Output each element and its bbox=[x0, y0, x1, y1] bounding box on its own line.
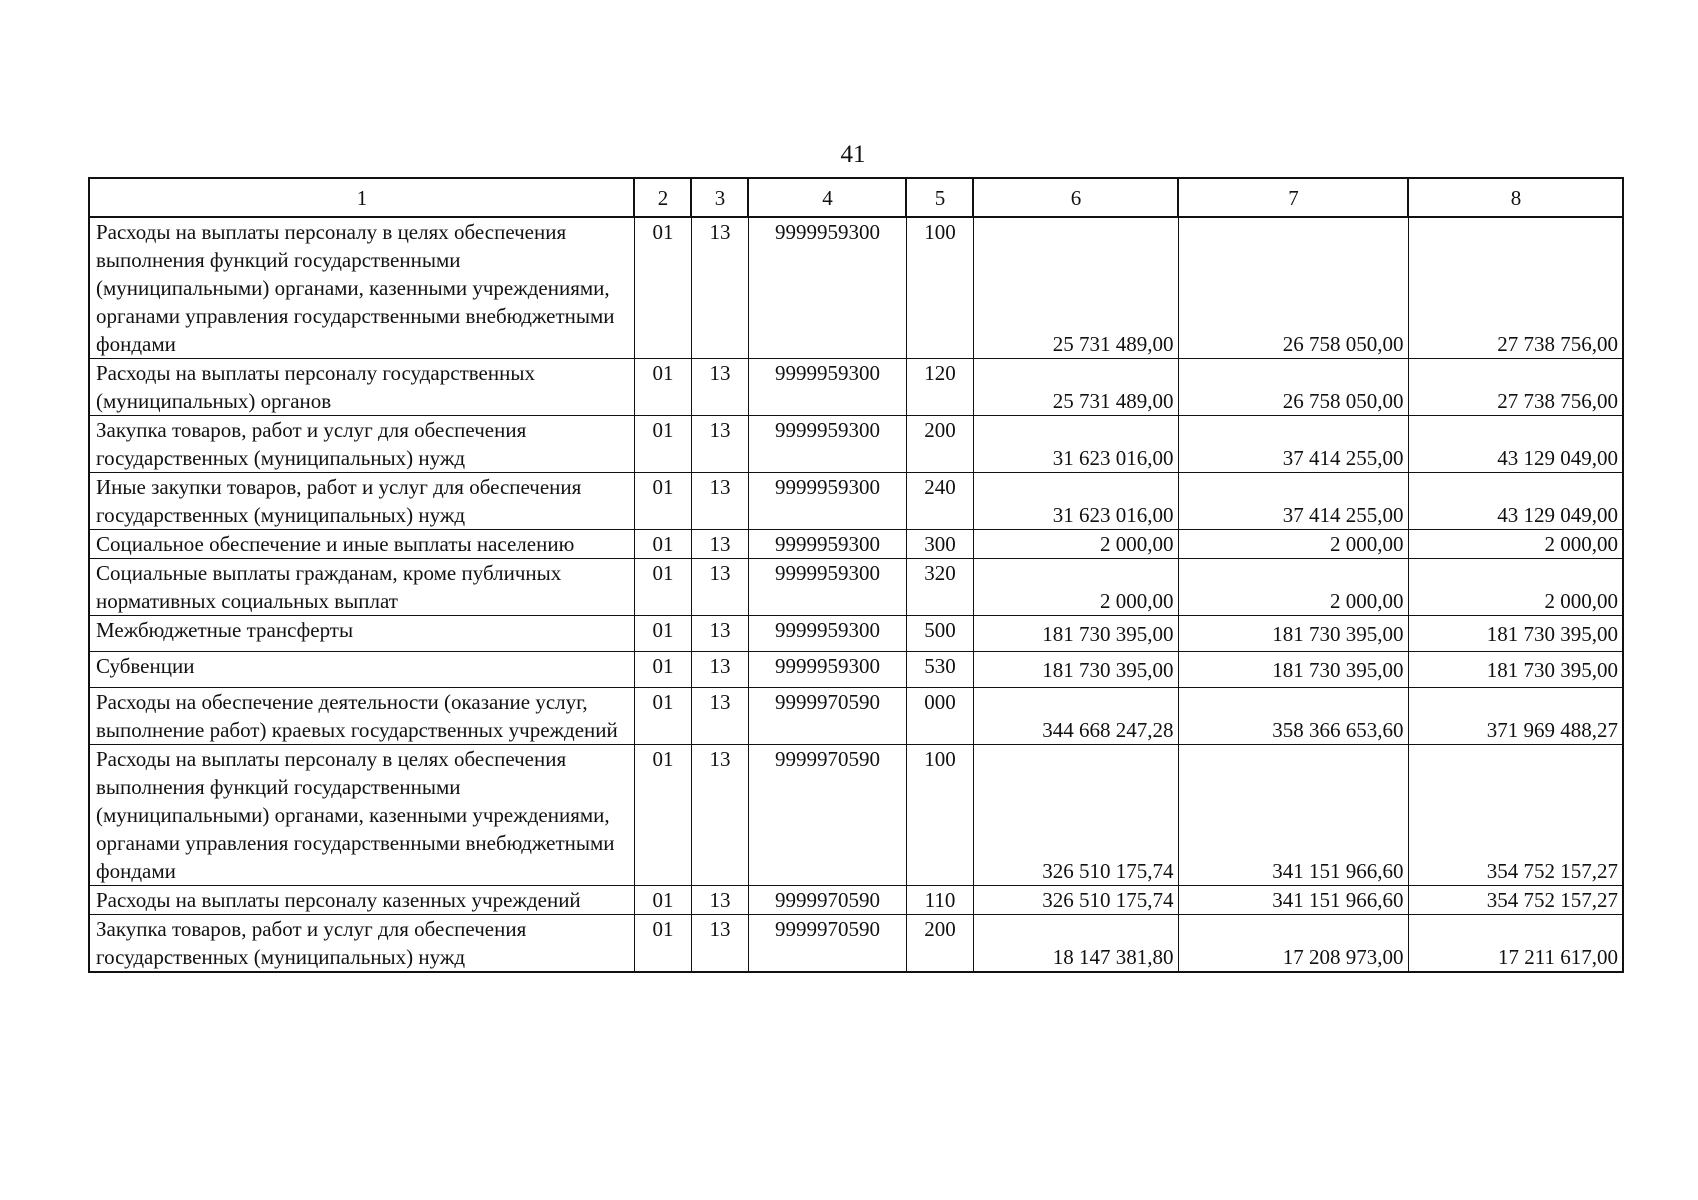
row-section: 01 bbox=[634, 652, 691, 688]
row-amount-7: 181 730 395,00 bbox=[1178, 652, 1408, 688]
header-col-8: 8 bbox=[1408, 178, 1623, 217]
row-amount-8: 371 969 488,27 bbox=[1408, 688, 1623, 745]
row-subsection: 13 bbox=[691, 915, 748, 973]
row-subsection: 13 bbox=[691, 616, 748, 652]
row-amount-8: 17 211 617,00 bbox=[1408, 915, 1623, 973]
table-row bbox=[89, 652, 1623, 688]
row-expense-type: 300 bbox=[906, 530, 973, 559]
row-amount-8: 181 730 395,00 bbox=[1408, 616, 1623, 652]
table-row bbox=[89, 530, 1623, 559]
table-row bbox=[89, 559, 1623, 616]
row-section: 01 bbox=[634, 416, 691, 473]
row-target-code: 9999959300 bbox=[748, 652, 906, 688]
table-row bbox=[89, 886, 1623, 915]
row-name: Социальное обеспечение и иные выплаты населению bbox=[89, 530, 634, 559]
row-expense-type: 200 bbox=[906, 915, 973, 973]
row-target-code: 9999959300 bbox=[748, 359, 906, 416]
row-expense-type: 100 bbox=[906, 745, 973, 886]
header-col-6: 6 bbox=[973, 178, 1178, 217]
row-amount-7: 358 366 653,60 bbox=[1178, 688, 1408, 745]
row-section: 01 bbox=[634, 217, 691, 359]
row-amount-6: 181 730 395,00 bbox=[973, 616, 1178, 652]
row-amount-7: 26 758 050,00 bbox=[1178, 359, 1408, 416]
row-amount-8: 354 752 157,27 bbox=[1408, 745, 1623, 886]
table-row bbox=[89, 217, 1623, 359]
row-amount-8: 27 738 756,00 bbox=[1408, 359, 1623, 416]
table-row bbox=[89, 688, 1623, 745]
header-col-3: 3 bbox=[691, 178, 748, 217]
row-amount-6: 25 731 489,00 bbox=[973, 217, 1178, 359]
row-subsection: 13 bbox=[691, 652, 748, 688]
row-amount-7: 181 730 395,00 bbox=[1178, 616, 1408, 652]
row-amount-7: 341 151 966,60 bbox=[1178, 886, 1408, 915]
row-amount-6: 181 730 395,00 bbox=[973, 652, 1178, 688]
header-col-7: 7 bbox=[1178, 178, 1408, 217]
row-amount-6: 2 000,00 bbox=[973, 559, 1178, 616]
row-target-code: 9999970590 bbox=[748, 745, 906, 886]
row-amount-7: 37 414 255,00 bbox=[1178, 416, 1408, 473]
row-amount-8: 2 000,00 bbox=[1408, 559, 1623, 616]
row-name: Расходы на выплаты персоналу в целях обеспечения выполнения функций государственными (муниципальными) органами, казенными учреждениями, органами управления государственными внебюджетными фондами bbox=[89, 217, 634, 359]
row-subsection: 13 bbox=[691, 559, 748, 616]
row-expense-type: 320 bbox=[906, 559, 973, 616]
table-row bbox=[89, 359, 1623, 416]
table-row bbox=[89, 416, 1623, 473]
row-name: Расходы на выплаты персоналу государственных (муниципальных) органов bbox=[89, 359, 634, 416]
row-subsection: 13 bbox=[691, 217, 748, 359]
row-amount-6: 31 623 016,00 bbox=[973, 473, 1178, 530]
row-amount-7: 26 758 050,00 bbox=[1178, 217, 1408, 359]
row-target-code: 9999959300 bbox=[748, 217, 906, 359]
row-subsection: 13 bbox=[691, 530, 748, 559]
row-amount-6: 25 731 489,00 bbox=[973, 359, 1178, 416]
row-section: 01 bbox=[634, 886, 691, 915]
row-section: 01 bbox=[634, 530, 691, 559]
row-section: 01 bbox=[634, 745, 691, 886]
row-subsection: 13 bbox=[691, 473, 748, 530]
page-number: 41 bbox=[840, 141, 866, 168]
row-amount-7: 2 000,00 bbox=[1178, 559, 1408, 616]
row-amount-8: 2 000,00 bbox=[1408, 530, 1623, 559]
table-row bbox=[89, 616, 1623, 652]
row-expense-type: 500 bbox=[906, 616, 973, 652]
row-subsection: 13 bbox=[691, 688, 748, 745]
row-expense-type: 530 bbox=[906, 652, 973, 688]
header-col-2: 2 bbox=[634, 178, 691, 217]
row-expense-type: 000 bbox=[906, 688, 973, 745]
row-target-code: 9999959300 bbox=[748, 473, 906, 530]
row-amount-6: 344 668 247,28 bbox=[973, 688, 1178, 745]
header-col-1: 1 bbox=[89, 178, 634, 217]
row-section: 01 bbox=[634, 359, 691, 416]
row-target-code: 9999959300 bbox=[748, 559, 906, 616]
row-target-code: 9999959300 bbox=[748, 530, 906, 559]
row-amount-8: 43 129 049,00 bbox=[1408, 473, 1623, 530]
table-row bbox=[89, 915, 1623, 973]
row-subsection: 13 bbox=[691, 886, 748, 915]
row-name: Расходы на обеспечение деятельности (оказание услуг, выполнение работ) краевых государственных учреждений bbox=[89, 688, 634, 745]
row-amount-7: 37 414 255,00 bbox=[1178, 473, 1408, 530]
row-amount-8: 43 129 049,00 bbox=[1408, 416, 1623, 473]
row-subsection: 13 bbox=[691, 359, 748, 416]
table-row bbox=[89, 745, 1623, 886]
row-subsection: 13 bbox=[691, 416, 748, 473]
row-target-code: 9999970590 bbox=[748, 886, 906, 915]
row-section: 01 bbox=[634, 688, 691, 745]
row-amount-7: 2 000,00 bbox=[1178, 530, 1408, 559]
row-name: Субвенции bbox=[89, 652, 634, 688]
row-amount-6: 326 510 175,74 bbox=[973, 886, 1178, 915]
row-name: Межбюджетные трансферты bbox=[89, 616, 634, 652]
row-amount-8: 27 738 756,00 bbox=[1408, 217, 1623, 359]
row-expense-type: 240 bbox=[906, 473, 973, 530]
row-expense-type: 100 bbox=[906, 217, 973, 359]
row-amount-8: 354 752 157,27 bbox=[1408, 886, 1623, 915]
row-section: 01 bbox=[634, 473, 691, 530]
row-name: Закупка товаров, работ и услуг для обеспечения государственных (муниципальных) нужд bbox=[89, 915, 634, 973]
header-col-4: 4 bbox=[748, 178, 906, 217]
row-section: 01 bbox=[634, 559, 691, 616]
row-amount-6: 18 147 381,80 bbox=[973, 915, 1178, 973]
row-amount-6: 2 000,00 bbox=[973, 530, 1178, 559]
row-name: Закупка товаров, работ и услуг для обеспечения государственных (муниципальных) нужд bbox=[89, 416, 634, 473]
row-name: Расходы на выплаты персоналу в целях обеспечения выполнения функций государственными (муниципальными) органами, казенными учреждениями, органами управления государственными внебюджетными фондами bbox=[89, 745, 634, 886]
row-amount-6: 31 623 016,00 bbox=[973, 416, 1178, 473]
row-amount-8: 181 730 395,00 bbox=[1408, 652, 1623, 688]
row-name: Социальные выплаты гражданам, кроме публичных нормативных социальных выплат bbox=[89, 559, 634, 616]
table-header-row bbox=[89, 178, 1623, 217]
row-target-code: 9999970590 bbox=[748, 688, 906, 745]
row-target-code: 9999970590 bbox=[748, 915, 906, 973]
row-target-code: 9999959300 bbox=[748, 416, 906, 473]
row-expense-type: 120 bbox=[906, 359, 973, 416]
row-amount-6: 326 510 175,74 bbox=[973, 745, 1178, 886]
row-subsection: 13 bbox=[691, 745, 748, 886]
row-amount-7: 17 208 973,00 bbox=[1178, 915, 1408, 973]
row-expense-type: 200 bbox=[906, 416, 973, 473]
table-row bbox=[89, 473, 1623, 530]
row-amount-7: 341 151 966,60 bbox=[1178, 745, 1408, 886]
row-name: Иные закупки товаров, работ и услуг для обеспечения государственных (муниципальных) нужд bbox=[89, 473, 634, 530]
row-name: Расходы на выплаты персоналу казенных учреждений bbox=[89, 886, 634, 915]
row-section: 01 bbox=[634, 616, 691, 652]
row-section: 01 bbox=[634, 915, 691, 973]
row-target-code: 9999959300 bbox=[748, 616, 906, 652]
row-expense-type: 110 bbox=[906, 886, 973, 915]
header-col-5: 5 bbox=[906, 178, 973, 217]
budget-table bbox=[88, 177, 1624, 973]
